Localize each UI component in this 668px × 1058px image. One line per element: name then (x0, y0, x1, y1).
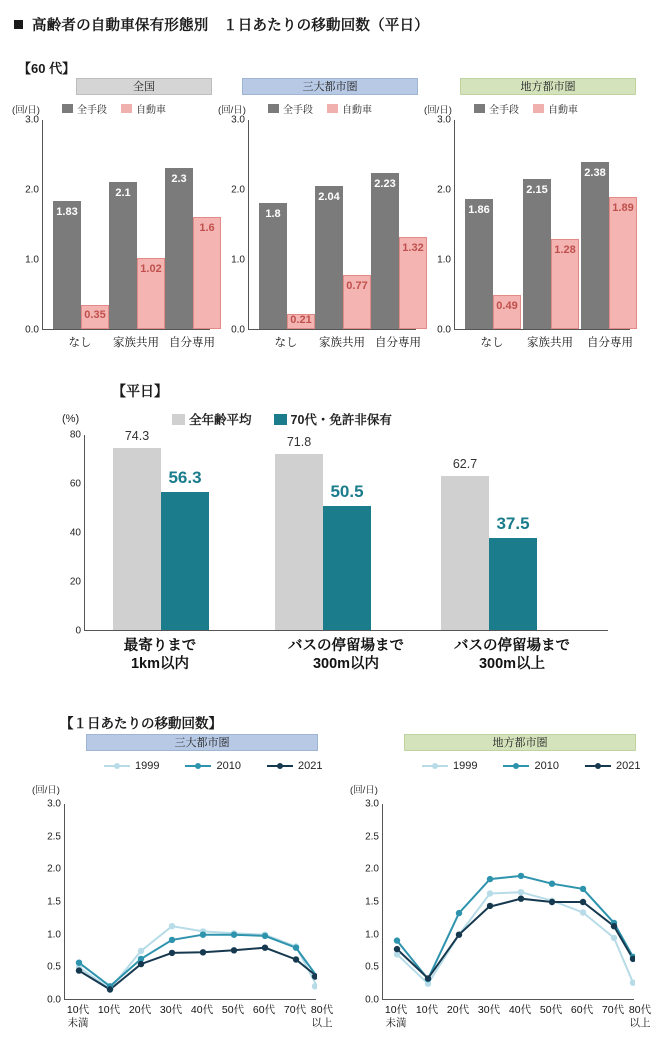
bar-value-car-1-1: 1.02 (140, 262, 162, 275)
xcat-5-5: 50代 (221, 1004, 245, 1016)
xcat-3-1: 家族共用 (527, 337, 573, 349)
ytick-6-5: 2.5 (365, 831, 379, 843)
legend-item-1999-right: 1999 (422, 760, 477, 772)
plot-area-6 (365, 798, 634, 1006)
legend-item-car-2: 自動車 (327, 101, 372, 116)
panel-title-chiho: 地方都市圏 (460, 78, 636, 95)
ytick-1-3: 3.0 (25, 114, 39, 126)
legend-item-2010-left: 2010 (185, 760, 240, 772)
bar-value-car-2-0: 0.21 (290, 314, 312, 327)
line-svg-chiho (383, 804, 635, 1000)
xcat-2-1: 家族共用 (319, 337, 365, 349)
panel-zenkoku (12, 78, 215, 349)
ytick-2-0: 0.0 (231, 324, 245, 336)
bar-value-car-2-2: 1.32 (402, 241, 424, 254)
xcat-4-2-line2: 300m以上 (478, 656, 546, 673)
bar-value-all-3-1: 2.15 (526, 183, 548, 196)
xcat-6-3: 30代 (477, 1004, 501, 1016)
panel-title-zenkoku: 全国 (76, 78, 212, 95)
ytick-2-2: 2.0 (231, 184, 245, 196)
xcat-6-7: 70代 (601, 1004, 625, 1016)
series-points-2021-right (394, 896, 635, 982)
plot-area-2 (231, 114, 424, 336)
page-title-text: 高齢者の自動車保有形態別 １日あたりの移動回数（平日） (32, 18, 429, 34)
xcat-5-6: 60代 (252, 1004, 276, 1016)
legend-panel5 (104, 760, 322, 772)
series-line-2010-left (79, 935, 317, 987)
bar-value-avg-4-1: 71.8 (286, 435, 312, 450)
xcat-5-8: 80代 以上 (310, 1004, 334, 1029)
ytick-3-2: 2.0 (437, 184, 451, 196)
y-axis-unit-4: (%) (62, 413, 80, 425)
xcat-1-0: なし (68, 337, 92, 349)
section2-label: 【平日】 (112, 383, 168, 399)
ytick-2-3: 3.0 (231, 114, 245, 126)
bar-value-car-3-2: 1.89 (612, 201, 634, 214)
ytick-5-0: 0.0 (47, 994, 61, 1006)
xcat-4-1 (288, 637, 404, 673)
xcat-5-4: 40代 (190, 1004, 214, 1016)
bar-value-all-2-0: 1.8 (265, 208, 281, 220)
series-points-2010-right (394, 873, 635, 983)
ytick-4-1: 20 (69, 576, 81, 588)
bar-car-1-1 (137, 258, 165, 329)
bar-sen-4-1 (323, 482, 371, 630)
plot-area-3 (437, 114, 634, 336)
bullet-square-icon (14, 20, 23, 29)
xcat-4-0 (124, 637, 197, 673)
bar-value-sen-4-1: 50.5 (330, 482, 364, 502)
legend-item-2021-right: 2021 (585, 760, 640, 772)
legend-item-senior: 70代・免許非保有 (274, 410, 392, 428)
ytick-5-5: 2.5 (47, 831, 61, 843)
plot-area-4 (69, 429, 608, 637)
panel-title-line-sandai: 三大都市圏 (86, 734, 318, 751)
legend-panel2 (268, 101, 372, 116)
xcat-4-0-line2: 1km以内 (130, 656, 190, 673)
legend-panel6 (422, 760, 640, 772)
legend-item-all-3: 全手段 (474, 101, 519, 116)
xcat-6-0: 10代 未満 (384, 1004, 408, 1029)
ytick-5-1: 0.5 (47, 961, 61, 973)
legend-panel1 (62, 101, 166, 116)
bar-value-avg-4-2: 62.7 (452, 457, 478, 472)
legend-item-all-2: 全手段 (268, 101, 313, 116)
panel-chiho (424, 78, 634, 349)
xcat-4-1-line2: 300m以内 (312, 656, 380, 673)
ytick-5-2: 1.0 (47, 929, 61, 941)
xcat-6-1: 10代 (415, 1004, 439, 1016)
bar-avg-4-0 (113, 429, 161, 630)
series-line-2021-right (397, 899, 633, 979)
y-axis-unit-6: (回/日) (350, 785, 378, 796)
xcat-1-1: 家族共用 (113, 337, 159, 349)
bar-all-2-0 (259, 203, 287, 329)
ytick-4-0: 0 (75, 625, 81, 637)
xcat-6-8: 80代 以上 (628, 1004, 652, 1029)
bar-all-1-1 (109, 182, 137, 329)
legend-item-all-1: 全手段 (62, 101, 107, 116)
xcat-5-3: 30代 (159, 1004, 183, 1016)
bar-sen-4-2 (489, 514, 537, 630)
ytick-3-0: 0.0 (437, 324, 451, 336)
ytick-6-2: 1.0 (365, 929, 379, 941)
xcat-3-0: なし (480, 337, 504, 349)
bar-car-2-2 (399, 237, 427, 329)
bar-avg-4-1 (275, 435, 323, 630)
legend-item-2021-left: 2021 (267, 760, 322, 772)
xcat-3-2: 自分専用 (587, 337, 633, 349)
bar-car-3-2 (609, 197, 637, 329)
plot-area-5 (47, 798, 316, 1006)
ytick-5-3: 1.5 (47, 896, 61, 908)
ytick-6-4: 2.0 (365, 863, 379, 875)
xcat-4-0-line1: 最寄りまで (123, 638, 197, 654)
series-points-1999-right (394, 889, 635, 987)
xcat-5-7: 70代 (283, 1004, 307, 1016)
xcat-6-2: 20代 (446, 1004, 470, 1016)
xcat-6-4: 40代 (508, 1004, 532, 1016)
section3-label: 【１日あたりの移動回数】 (60, 716, 222, 731)
line-svg-sandai (65, 804, 317, 1000)
bar-avg-4-2 (441, 457, 489, 630)
xcat-4-2 (454, 637, 570, 673)
bar-value-sen-4-0: 56.3 (168, 468, 202, 488)
ytick-3-3: 3.0 (437, 114, 451, 126)
bar-car-2-0 (287, 314, 315, 329)
bar-all-1-0 (53, 201, 81, 329)
xcat-2-0: なし (274, 337, 298, 349)
legend-item-average: 全年齢平均 (172, 410, 252, 428)
ytick-6-1: 0.5 (365, 961, 379, 973)
xcat-6-6: 60代 (570, 1004, 594, 1016)
panel-title-line-chiho: 地方都市圏 (404, 734, 636, 751)
bar-car-3-1 (551, 239, 579, 329)
bar-value-car-1-2: 1.6 (199, 222, 215, 234)
xcat-6-5: 50代 (539, 1004, 563, 1016)
bar-value-all-2-2: 2.23 (374, 177, 396, 190)
bar-all-3-2 (581, 162, 609, 329)
bar-all-3-0 (465, 199, 493, 329)
ytick-1-0: 0.0 (25, 324, 39, 336)
panel-sandai (218, 78, 424, 349)
plot-area-1 (25, 114, 215, 336)
y-axis-unit-1: (回/日) (12, 105, 40, 116)
bar-value-car-3-0: 0.49 (496, 299, 518, 312)
ytick-3-1: 1.0 (437, 254, 451, 266)
ytick-4-2: 40 (69, 527, 81, 539)
legend-panel3 (474, 101, 578, 116)
bar-value-car-2-1: 0.77 (346, 280, 368, 293)
bar-value-all-3-0: 1.86 (468, 203, 490, 216)
xcat-4-1-line1: バスの停留場まで (288, 638, 404, 654)
bar-value-avg-4-0: 74.3 (124, 429, 150, 443)
y-axis-unit-2: (回/日) (218, 105, 246, 116)
ytick-5-6: 3.0 (47, 798, 61, 810)
ytick-4-4: 80 (69, 429, 81, 441)
bar-value-car-3-1: 1.28 (554, 244, 576, 257)
panel-weekday-percent (40, 405, 620, 675)
series-line-2010-right (397, 876, 633, 979)
panel-title-sandai: 三大都市圏 (242, 78, 418, 95)
xcat-1-2: 自分専用 (169, 337, 215, 349)
ytick-6-0: 0.0 (365, 994, 379, 1006)
legend-item-1999-left: 1999 (104, 760, 159, 772)
panel-line-sandai (30, 734, 334, 1054)
xcat-5-1: 10代 (97, 1004, 121, 1016)
section1-label: 【60 代】 (18, 61, 76, 76)
bar-value-all-1-1: 2.1 (115, 187, 131, 199)
ytick-4-3: 60 (69, 478, 81, 490)
ytick-5-4: 2.0 (47, 863, 61, 875)
xcat-4-2-line1: バスの停留場まで (454, 638, 570, 654)
bar-car-3-0 (493, 295, 521, 329)
ytick-6-3: 1.5 (365, 896, 379, 908)
ytick-1-1: 1.0 (25, 254, 39, 266)
bar-sen-4-0 (161, 468, 209, 630)
bar-value-all-2-1: 2.04 (318, 191, 340, 204)
ytick-6-6: 3.0 (365, 798, 379, 810)
series-points-1999-left (76, 923, 317, 992)
legend-item-2010-right: 2010 (503, 760, 558, 772)
legend-item-car-1: 自動車 (121, 101, 166, 116)
bar-value-all-1-0: 1.83 (56, 205, 78, 218)
bar-value-all-3-2: 2.38 (584, 167, 606, 180)
xcat-2-2: 自分専用 (375, 337, 421, 349)
bar-car-1-0 (81, 305, 109, 330)
bar-value-all-1-2: 2.3 (171, 173, 187, 185)
ytick-1-2: 2.0 (25, 184, 39, 196)
ytick-2-1: 1.0 (231, 254, 245, 266)
y-axis-unit-3: (回/日) (424, 105, 452, 116)
y-axis-unit-5: (回/日) (32, 785, 60, 796)
bar-all-2-1 (315, 186, 343, 329)
bar-value-car-1-0: 0.35 (84, 308, 106, 321)
bar-car-1-2 (193, 217, 221, 329)
xcat-5-0: 10代 未満 (66, 1004, 90, 1029)
panel-line-chiho (348, 734, 652, 1054)
bar-value-sen-4-2: 37.5 (496, 514, 530, 534)
legend-item-car-3: 自動車 (533, 101, 578, 116)
xcat-5-2: 20代 (128, 1004, 152, 1016)
bar-car-2-1 (343, 275, 371, 329)
legend-panel4 (172, 410, 392, 428)
bar-all-3-1 (523, 179, 551, 330)
bar-all-2-2 (371, 173, 399, 329)
page-title (14, 14, 429, 35)
bar-all-1-2 (165, 168, 193, 329)
